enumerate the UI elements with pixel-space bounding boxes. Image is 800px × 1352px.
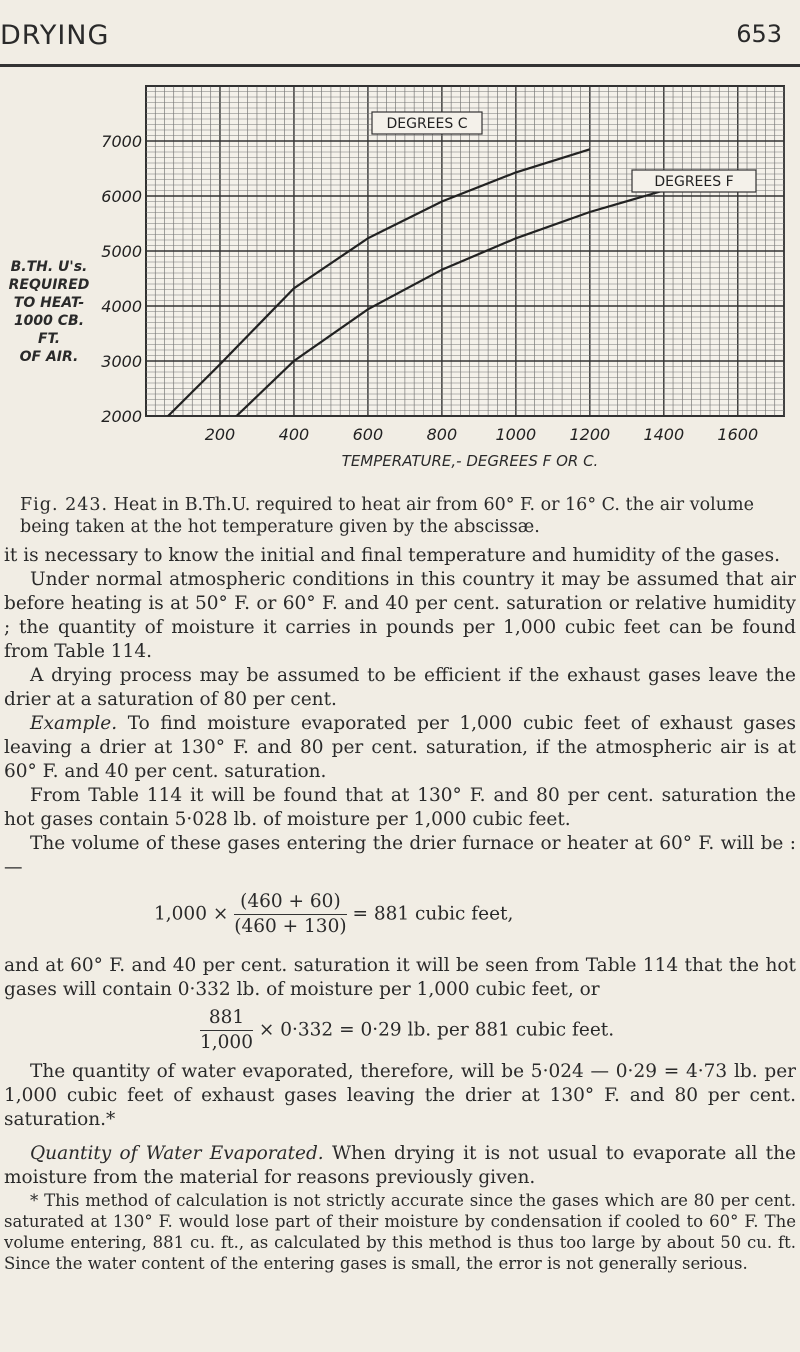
eq1-rhs: = 881 cubic feet, (352, 903, 514, 925)
page-header (0, 20, 800, 64)
page-number: 653 (736, 20, 782, 48)
heat-chart (0, 70, 800, 490)
body-text (4, 544, 796, 1274)
section-title: DRYING (0, 20, 110, 51)
equation-2 (4, 1006, 796, 1056)
eq1-lhs: 1,000 × (154, 903, 229, 925)
example-lead: Example. (30, 713, 118, 734)
ylabel-line: TO HEAT- (13, 295, 85, 311)
ylabel-line: OF AIR. (19, 349, 79, 365)
chart-y-ticks (101, 132, 142, 426)
x-tick-label: 1400 (643, 425, 685, 444)
section-lead: Quantity of Water Evaporated. (30, 1143, 324, 1164)
ylabel-line: B.TH. U's. (10, 259, 88, 275)
paragraph: and at 60° F. and 40 per cent. saturation it will be seen from Table 114 that the hot gases will contain 0·332 lb. of moisture per 1,000 cubic feet, or (4, 955, 796, 1000)
ylabel-line: 1000 CB. FT. (13, 313, 85, 347)
eq2-numerator: 881 (200, 1006, 253, 1031)
chart-grid (146, 86, 784, 416)
series-label: DEGREES C (386, 116, 468, 132)
paragraph: Under normal atmospheric conditions in this country it may be assumed that air before heating is at 50° F. or 60° F. and 40 per cent. saturation or relative humidity ; the quantity of moisture it carries in pounds per 1,000 cubic feet can be found from Table 114. (4, 569, 796, 662)
y-tick-label: 7000 (101, 132, 142, 151)
figure-caption (20, 494, 780, 538)
paragraph: it is necessary to know the initial and final temperature and humidity of the gases. (4, 545, 780, 566)
x-tick-label: 1600 (717, 425, 759, 444)
paragraph: A drying process may be assumed to be efficient if the exhaust gases leave the drier at a saturation of 80 per cent. (4, 665, 796, 710)
paragraph (4, 1142, 796, 1190)
footnote: * This method of calculation is not strictly accurate since the gases which are 80 per cent. saturated at 130° F. would lose part of their moisture by condensation if cooled to 60° F. The volume entering, 881 cu. ft., as calculated by this method is thus too large by about 50 cu. ft. Since the water content of the entering gases is small, the error is not generally serious. (4, 1191, 796, 1273)
y-tick-label: 2000 (101, 407, 142, 426)
chart-x-ticks (205, 425, 758, 444)
caption-text: Heat in B.Th.U. required to heat air from 60° F. or 16° C. the air volume being taken at the hot temperature given by the abscissæ. (20, 495, 754, 537)
eq1-denominator: (460 + 130) (234, 916, 347, 937)
paragraph-text: To find moisture evaporated per 1,000 cubic feet of exhaust gases leaving a drier at 130° F. and 80 per cent. saturation, if the atmospheric air is at 60° F. and 40 per cent. saturation. (4, 713, 796, 782)
x-tick-label: 600 (352, 425, 384, 444)
paragraph-text: When drying it is not usual to evaporate all the moisture from the material for reasons previously given. (4, 1143, 796, 1188)
y-tick-label: 3000 (101, 352, 142, 371)
y-tick-label: 4000 (101, 297, 142, 316)
paragraph: From Table 114 it will be found that at 130° F. and 80 per cent. saturation the hot gases contain 5·028 lb. of moisture per 1,000 cubic feet. (4, 785, 796, 830)
eq2-rhs: × 0·332 = 0·29 lb. per 881 cubic feet. (258, 1019, 615, 1041)
equation-1 (4, 890, 796, 944)
x-tick-label: 800 (426, 425, 458, 444)
eq2-fraction (200, 1006, 253, 1055)
paragraph: The quantity of water evaporated, therefore, will be 5·024 — 0·29 = 4·73 lb. per 1,000 cubic feet of exhaust gases leaving the drier at 130° F. and 80 per cent. saturation.* (4, 1061, 796, 1130)
x-tick-label: 1200 (569, 425, 611, 444)
ylabel-line: REQUIRED (8, 277, 90, 293)
chart-xlabel: TEMPERATURE,- DEGREES F OR C. (341, 452, 599, 470)
eq1-numerator: (460 + 60) (234, 890, 346, 915)
header-rule (0, 64, 800, 67)
figure-number: Fig. 243. (20, 495, 109, 515)
paragraph: The volume of these gases entering the drier furnace or heater at 60° F. will be :— (4, 833, 796, 878)
y-tick-label: 5000 (101, 242, 142, 261)
y-tick-label: 6000 (101, 187, 142, 206)
paragraph (4, 712, 796, 784)
x-tick-label: 400 (278, 425, 310, 444)
x-tick-label: 200 (204, 425, 236, 444)
eq2-denominator: 1,000 (200, 1032, 253, 1053)
eq1-fraction (234, 890, 346, 939)
series-label: DEGREES F (654, 174, 734, 190)
x-tick-label: 1000 (495, 425, 537, 444)
